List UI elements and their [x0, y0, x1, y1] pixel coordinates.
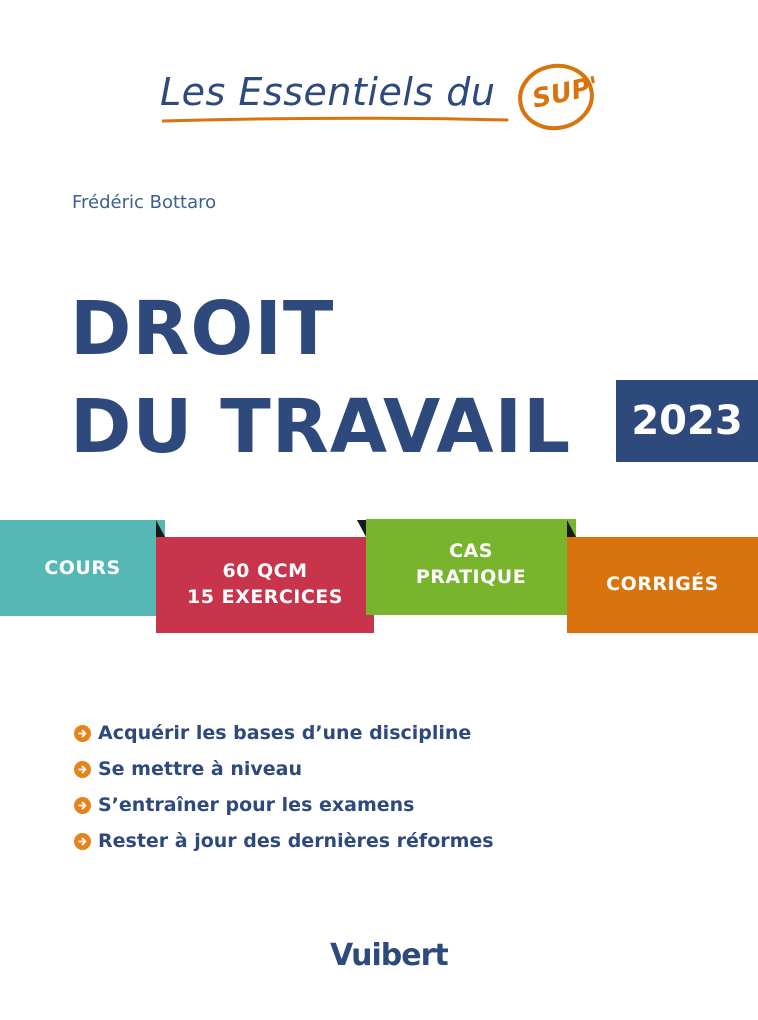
publisher-logo: Vuibert — [330, 938, 448, 973]
tag-qcm — [156, 537, 374, 633]
arrow-right-circle-icon — [74, 725, 91, 742]
arrow-right-circle-icon — [74, 797, 91, 814]
book-title-line-2: DU TRAVAIL — [70, 384, 572, 470]
list-item — [74, 823, 494, 859]
list-item-text: Se mettre à niveau — [98, 758, 302, 780]
book-title-line-1: DROIT — [70, 286, 335, 372]
series-title: Les Essentiels du — [160, 70, 496, 114]
tag-cas-line-2: PRATIQUE — [415, 565, 527, 588]
list-item-text: Rester à jour des dernières réformes — [98, 830, 494, 852]
list-item — [74, 787, 494, 823]
tag-corriges-label: CORRIGÉS — [606, 573, 719, 596]
arrow-right-circle-icon — [74, 833, 91, 850]
list-item-text: Acquérir les bases d’une discipline — [98, 722, 472, 744]
author-name: Frédéric Bottaro — [72, 192, 217, 213]
tag-cours-label: COURS — [44, 557, 121, 579]
year-text: 2023 — [631, 398, 743, 444]
tag-corriges — [567, 537, 758, 633]
tag-qcm-line-1: 60 QCM — [222, 560, 308, 583]
ribbon-fold — [156, 520, 165, 537]
feature-list — [74, 715, 494, 859]
ribbon-fold — [567, 520, 576, 537]
list-item-text: S’entraîner pour les examens — [98, 794, 415, 816]
list-item — [74, 751, 494, 787]
tag-cas-line-1: CAS — [449, 540, 493, 562]
sup-logo-text: SUP' — [529, 71, 602, 115]
series-header — [160, 62, 620, 132]
list-item — [74, 715, 494, 751]
year-badge — [616, 380, 758, 462]
tag-cours — [0, 520, 165, 616]
series-underline — [162, 116, 512, 124]
arrow-right-circle-icon — [74, 761, 91, 778]
tag-qcm-line-2: 15 EXERCICES — [187, 586, 343, 608]
ribbon-fold — [357, 520, 366, 537]
tag-cas-pratique — [366, 519, 576, 615]
